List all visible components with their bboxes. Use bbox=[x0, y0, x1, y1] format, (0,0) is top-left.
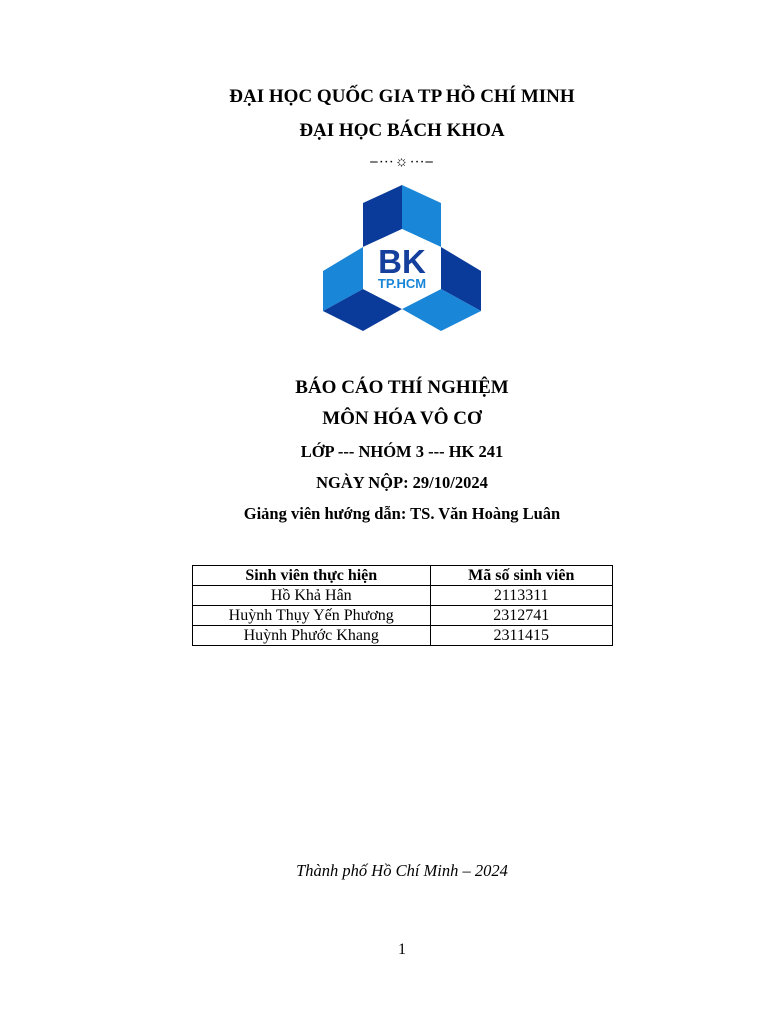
class-group-line: LỚP --- NHÓM 3 --- HK 241 bbox=[300, 442, 504, 461]
header-student-name: Sinh viên thực hiện bbox=[193, 566, 431, 586]
header-student-id: Mã số sinh viên bbox=[430, 566, 613, 586]
student-name-cell: Huỳnh Phước Khang bbox=[193, 626, 431, 646]
table-row bbox=[193, 626, 613, 646]
table-row bbox=[193, 606, 613, 626]
subject-title: MÔN HÓA VÔ CƠ bbox=[322, 408, 482, 429]
student-id-cell: 2311415 bbox=[430, 626, 613, 646]
university-title: ĐẠI HỌC QUỐC GIA TP HỒ CHÍ MINH bbox=[229, 86, 575, 107]
students-table bbox=[192, 565, 613, 646]
student-name-cell: Huỳnh Thụy Yến Phương bbox=[193, 606, 431, 626]
ornament-divider: ⎯⋯☼⋯⎯ bbox=[370, 154, 434, 170]
city-year-footer: Thành phố Hồ Chí Minh – 2024 bbox=[296, 861, 508, 880]
student-id-cell: 2113311 bbox=[430, 586, 613, 606]
faculty-title: ĐẠI HỌC BÁCH KHOA bbox=[299, 120, 505, 141]
logo-text-sub: TP.HCM bbox=[377, 276, 427, 291]
student-name-cell: Hồ Khả Hân bbox=[193, 586, 431, 606]
table-row bbox=[193, 586, 613, 606]
instructor-line: Giảng viên hướng dẫn: TS. Văn Hoàng Luân bbox=[243, 504, 561, 523]
table-header-row bbox=[193, 566, 613, 586]
logo-text-main: BK bbox=[378, 243, 426, 280]
student-id-cell: 2312741 bbox=[430, 606, 613, 626]
page-number: 1 bbox=[398, 941, 406, 958]
submit-date-line: NGÀY NỘP: 29/10/2024 bbox=[316, 473, 488, 492]
bk-logo bbox=[321, 185, 483, 331]
report-title: BÁO CÁO THÍ NGHIỆM bbox=[295, 377, 509, 398]
